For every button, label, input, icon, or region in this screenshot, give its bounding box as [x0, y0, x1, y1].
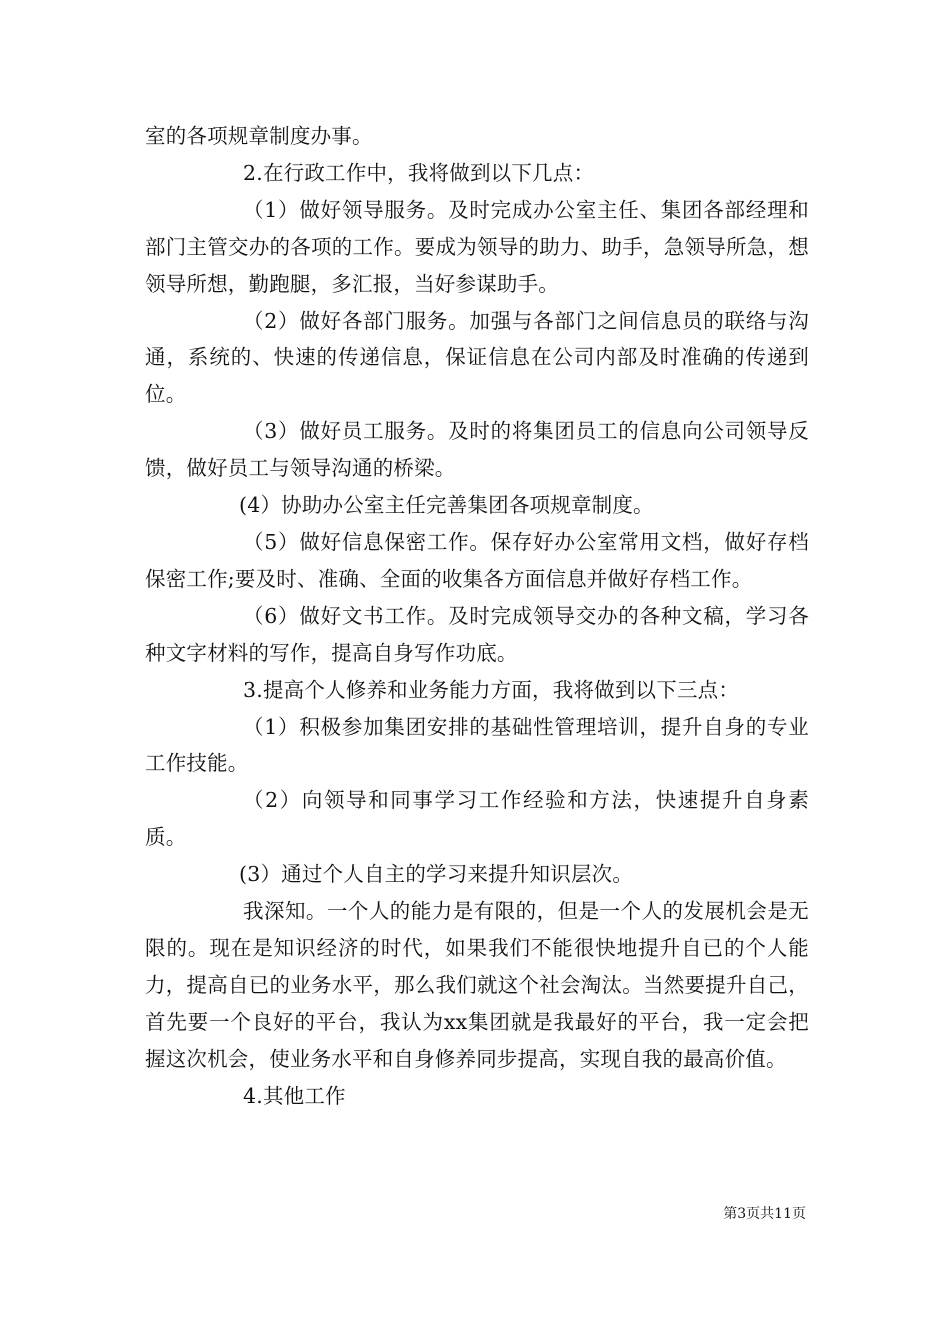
list-item-skill-2: （2）向领导和同事学习工作经验和方法，快速提升自身素质。: [145, 788, 809, 850]
list-item-admin-4: (4）协助办公室主任完善集团各项规章制度。: [239, 493, 654, 518]
document-body: [145, 118, 809, 1114]
section-heading-2: 2.在行政工作中，我将做到以下几点：: [243, 160, 595, 185]
list-item-admin-1: （1）做好领导服务。及时完成办公室主任、集团各部经理和部门主管交办的各项的工作。要成为领导的助力、助手，急领导所急，想领导所想，勤跑腿，多汇报，当好参谋助手。: [145, 197, 809, 296]
page-number-footer: 第3页共11页: [723, 1206, 806, 1222]
section-heading-3: 3.提高个人修养和业务能力方面，我将做到以下三点：: [243, 677, 740, 702]
list-item-admin-6: （6）做好文书工作。及时完成领导交办的各种文稿，学习各种文字材料的写作，提高自身写作功底。: [145, 603, 809, 665]
body-paragraph: 我深知。一个人的能力是有限的，但是一个人的发展机会是无限的。现在是知识经济的时代，如果我们不能很快地提升自已的个人能力，提高自已的业务水平，那么我们就这个社会淘汰。当然要提升自己，首先要一个良好的平台，我认为xx集团就是我最好的平台，我一定会把握这次机会，使业务水平和自身修养同步提高，实现自我的最高价值。: [145, 899, 809, 1071]
section-heading-4: 4.其他工作: [243, 1083, 346, 1108]
list-item-admin-5: （5）做好信息保密工作。保存好办公室常用文档，做好存档保密工作;要及时、准确、全面的收集各方面信息并做好存档工作。: [145, 529, 809, 591]
list-item-admin-3: （3）做好员工服务。及时的将集团员工的信息向公司领导反馈，做好员工与领导沟通的桥梁。: [145, 419, 809, 481]
list-item-skill-1: （1）积极参加集团安排的基础性管理培训，提升自身的专业工作技能。: [145, 714, 809, 776]
list-item-skill-3: (3）通过个人自主的学习来提升知识层次。: [239, 862, 634, 887]
paragraph-continuation: 室的各项规章制度办事。: [145, 124, 373, 148]
list-item-admin-2: （2）做好各部门服务。加强与各部门之间信息员的联络与沟通，系统的、快速的传递信息，保证信息在公司内部及时准确的传递到位。: [145, 308, 809, 407]
